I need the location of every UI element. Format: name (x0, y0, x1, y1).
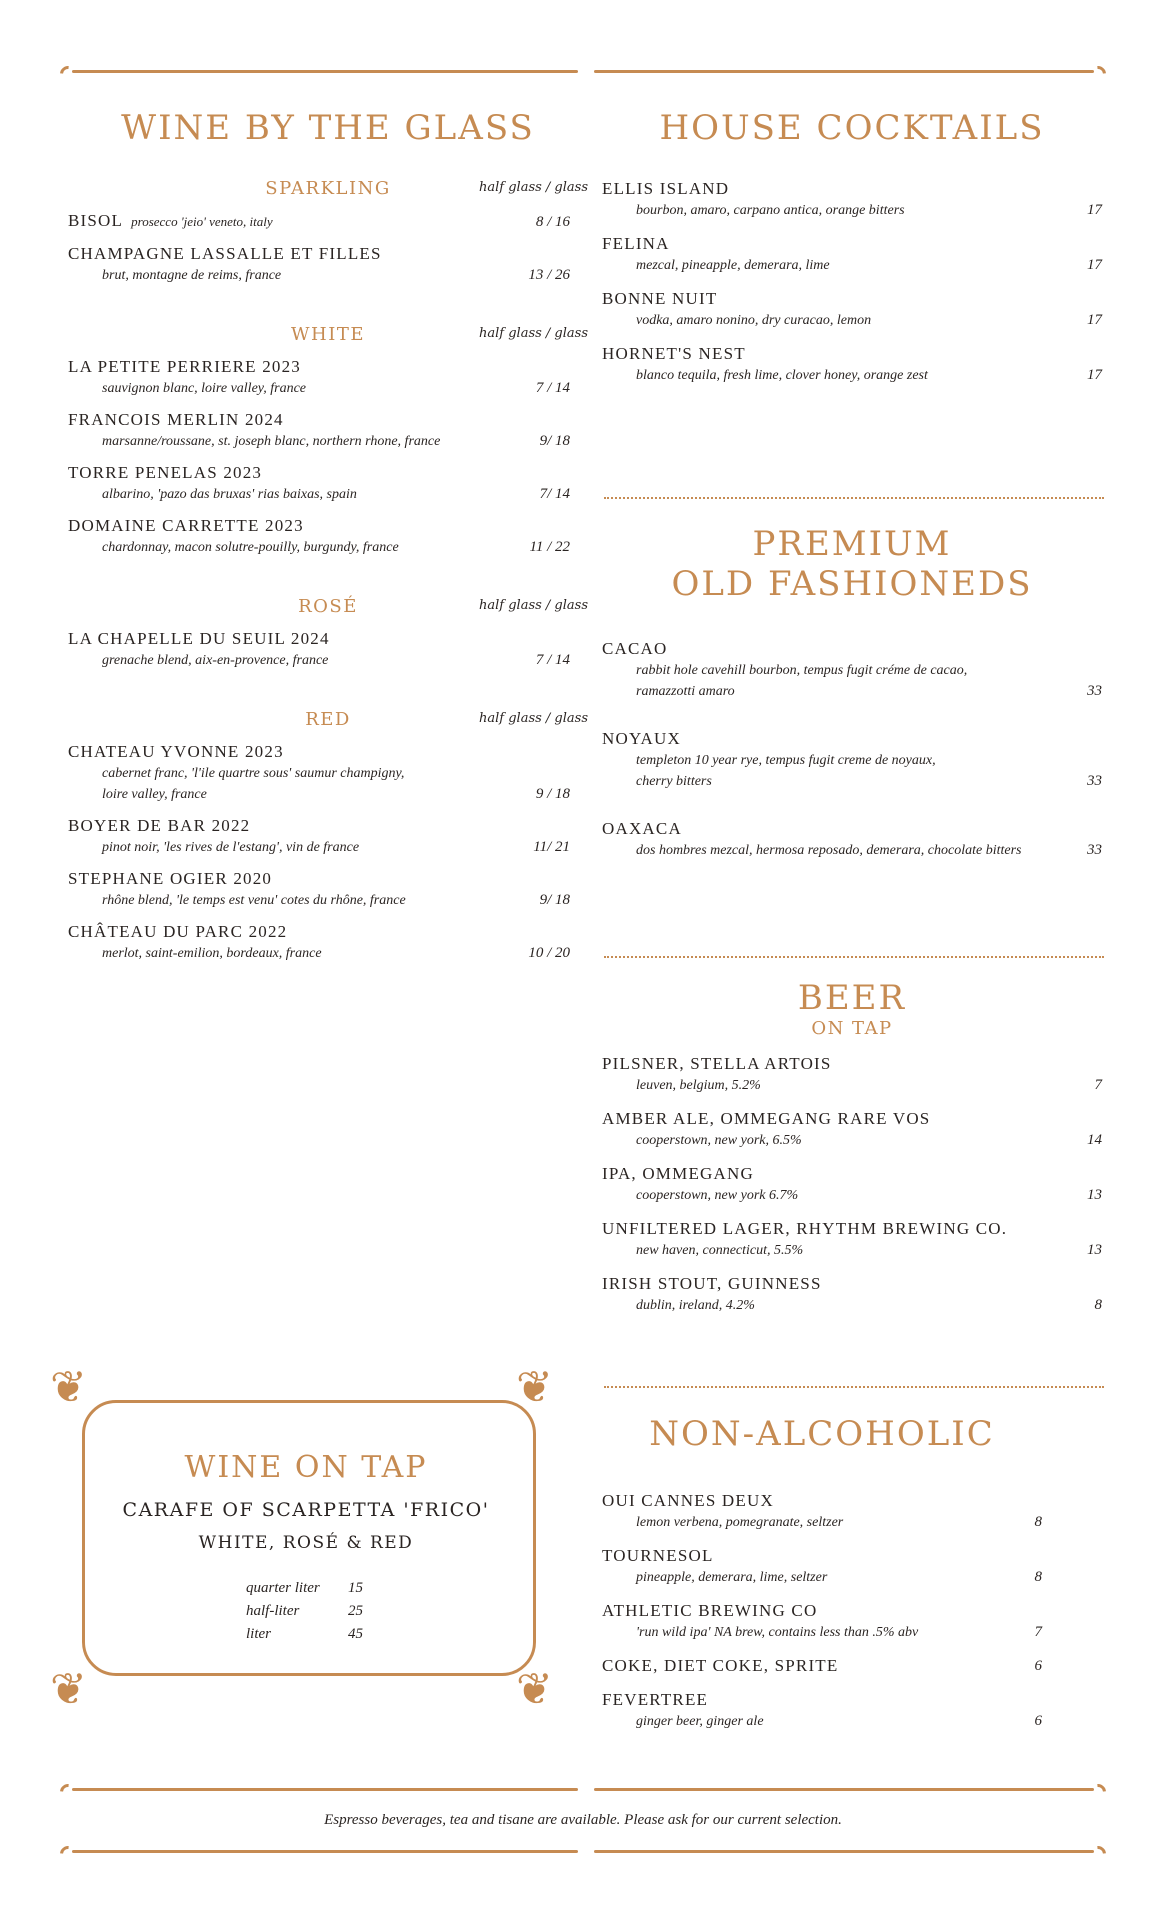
menu-item (602, 178, 1102, 221)
item-name-text: OAXACA (602, 819, 682, 838)
item-price: 9/ 18 (539, 433, 570, 449)
menu-item (68, 243, 570, 286)
item-name-text: CACAO (602, 639, 668, 658)
old-fashioneds-section (602, 524, 1102, 887)
menu-item (68, 515, 570, 558)
tap-size-label: quarter liter (246, 1580, 320, 1596)
item-list (68, 210, 588, 286)
item-name (68, 462, 570, 484)
item-name (602, 1490, 1042, 1512)
wine-by-glass-title: WINE BY THE GLASS (121, 108, 535, 148)
item-description: templeton 10 year rye, tempus fugit creme de noyaux, (636, 753, 936, 768)
item-price: 9 / 18 (535, 786, 570, 802)
item-name-text: TORRE PENELAS 2023 (68, 463, 263, 482)
menu-item (68, 815, 570, 858)
item-name (68, 409, 570, 431)
item-price: 11 / 22 (529, 539, 570, 555)
section-title: SPARKLING (265, 178, 391, 199)
item-name (602, 818, 1102, 840)
item-price: 13 (1087, 1187, 1102, 1203)
tap-size-price: 25 (348, 1603, 363, 1619)
item-name-text: OUI CANNES DEUX (602, 1491, 774, 1510)
item-description: 'run wild ipa' NA brew, contains less than .5% abv (636, 1625, 919, 1640)
item-list (68, 356, 588, 558)
item-name (602, 233, 1102, 255)
item-name (602, 1600, 1042, 1622)
footer-rule-top-right (594, 1788, 1094, 1791)
item-price: 33 (1087, 683, 1102, 699)
item-name-text: BISOL (68, 211, 124, 230)
item-description: chardonnay, macon solutre-pouilly, burgundy, france (102, 540, 399, 555)
section-title: ROSÉ (298, 596, 358, 617)
menu-item (602, 1273, 1102, 1316)
item-price: 7 / 14 (535, 380, 570, 396)
item-name-text: BOYER DE BAR 2022 (68, 816, 251, 835)
old-fashioneds-title-line2: OLD FASHIONEDS (671, 564, 1033, 604)
item-description: dos hombres mezcal, hermosa reposado, demerara, chocolate bitters (636, 843, 1022, 858)
menu-item (68, 462, 570, 505)
item-name (68, 921, 570, 943)
item-description: blanco tequila, fresh lime, clover honey, orange zest (636, 368, 928, 383)
menu-item (602, 1218, 1102, 1261)
item-price: 14 (1087, 1132, 1102, 1148)
item-price: 6 (1034, 1713, 1042, 1729)
item-description: grenache blend, aix-en-provence, france (102, 653, 329, 668)
menu-item (602, 818, 1102, 861)
item-description: albarino, 'pazo das bruxas' rias baixas, spain (102, 487, 357, 502)
item-name-text: ATHLETIC BREWING CO (602, 1601, 818, 1620)
item-description: brut, montagne de reims, france (102, 268, 282, 283)
old-fashioneds-title-line1: PREMIUM (752, 524, 952, 564)
item-name-text: NOYAUX (602, 729, 681, 748)
item-price: 8 (1034, 1569, 1042, 1585)
item-name (602, 343, 1102, 365)
item-name (602, 178, 1102, 200)
wine-by-glass-section (68, 108, 588, 998)
menu-item (602, 288, 1102, 331)
wine-section-white (68, 320, 588, 558)
item-name-text: CHAMPAGNE LASSALLE ET FILLES (68, 244, 382, 263)
divider-dotted (604, 956, 1104, 958)
item-price: 17 (1087, 367, 1102, 383)
footer-note: Espresso beverages, tea and tisane are available. Please ask for our current selection. (324, 1812, 842, 1828)
menu-item (602, 1545, 1042, 1588)
item-name-text: DOMAINE CARRETTE 2023 (68, 516, 304, 535)
menu-item (602, 1163, 1102, 1206)
beer-subtitle: ON TAP (811, 1018, 893, 1039)
item-price: 7 (1094, 1077, 1102, 1093)
item-name-text: LA CHAPELLE DU SEUIL 2024 (68, 629, 330, 648)
tap-size-price: 45 (348, 1626, 363, 1642)
item-description: rabbit hole cavehill bourbon, tempus fugit créme de cacao, (636, 663, 968, 678)
flourish-top-left-icon: ❦ (50, 1362, 87, 1413)
item-name (602, 728, 1102, 750)
item-name (602, 1655, 1042, 1677)
menu-item (68, 210, 570, 233)
footer-rule-top-left (72, 1788, 578, 1791)
menu-item (602, 1108, 1102, 1151)
flourish-bottom-left-icon: ❦ (50, 1664, 87, 1715)
tap-size-label: liter (246, 1626, 271, 1642)
item-name-text: FRANCOIS MERLIN 2024 (68, 410, 284, 429)
item-name-text: PILSNER, STELLA ARTOIS (602, 1054, 832, 1073)
tap-size-table (246, 1580, 406, 1649)
item-price: 8 (1034, 1514, 1042, 1530)
house-cocktails-section (602, 108, 1102, 398)
menu-item (602, 638, 1102, 702)
section-title: RED (305, 709, 351, 730)
item-price: 13 / 26 (528, 267, 570, 283)
flourish-bottom-right-icon: ❦ (516, 1664, 553, 1715)
item-price: 7/ 14 (539, 486, 570, 502)
item-description: pineapple, demerara, lime, seltzer (636, 1570, 828, 1585)
price-header: half glass / glass (478, 180, 588, 195)
item-name (602, 1163, 1102, 1185)
item-description: ginger beer, ginger ale (636, 1714, 764, 1729)
price-header: half glass / glass (478, 326, 588, 341)
wine-section-sparkling (68, 174, 588, 286)
item-price: 17 (1087, 312, 1102, 328)
item-description: prosecco 'jeio' veneto, italy (131, 214, 273, 229)
item-name (68, 868, 570, 890)
menu-item (68, 868, 570, 911)
tap-size-row (246, 1580, 406, 1603)
item-price: 7 / 14 (535, 652, 570, 668)
item-name (68, 741, 570, 763)
menu-item (68, 921, 570, 964)
item-list (68, 628, 588, 671)
item-name-text: CHATEAU YVONNE 2023 (68, 742, 284, 761)
item-name (602, 1218, 1102, 1240)
item-price: 6 (1034, 1658, 1042, 1674)
item-description: ramazzotti amaro (636, 684, 735, 699)
section-header (68, 320, 588, 350)
item-name-text: FELINA (602, 234, 670, 253)
wine-on-tap-title: WINE ON TAP (184, 1450, 428, 1485)
item-name-text: IPA, OMMEGANG (602, 1164, 754, 1183)
item-name-text: TOURNESOL (602, 1546, 714, 1565)
item-name (68, 243, 570, 265)
top-rule-left (72, 70, 578, 73)
tap-size-price: 15 (348, 1580, 363, 1596)
item-name (602, 1108, 1102, 1130)
item-description: rhône blend, 'le temps est venu' cotes du rhône, france (102, 893, 406, 908)
tap-size-row (246, 1603, 406, 1626)
item-price: 10 / 20 (528, 945, 570, 961)
item-name (68, 515, 570, 537)
item-description: merlot, saint-emilion, bordeaux, france (102, 946, 322, 961)
item-name (602, 1545, 1042, 1567)
top-rule-right (594, 70, 1094, 73)
section-title: WHITE (291, 324, 365, 345)
footer-rule-bottom-right (594, 1850, 1094, 1853)
item-name-text: CHÂTEAU DU PARC 2022 (68, 922, 288, 941)
item-name-text: COKE, DIET COKE, SPRITE (602, 1656, 839, 1675)
item-name-text: AMBER ALE, OMMEGANG RARE VOS (602, 1109, 931, 1128)
price-header: half glass / glass (478, 598, 588, 613)
section-header (68, 592, 588, 622)
menu-item (68, 741, 570, 805)
item-description: cabernet franc, 'l'ile quartre sous' saumur champigny, (102, 766, 405, 781)
item-name-text: IRISH STOUT, GUINNESS (602, 1274, 822, 1293)
item-name (602, 638, 1102, 660)
carafe-line: CARAFE OF SCARPETTA 'FRICO' (122, 1499, 490, 1521)
item-name-text: BONNE NUIT (602, 289, 718, 308)
item-description: dublin, ireland, 4.2% (636, 1298, 755, 1313)
item-price: 9/ 18 (539, 892, 570, 908)
non-alcoholic-section (602, 1414, 1042, 1744)
item-name-text: STEPHANE OGIER 2020 (68, 869, 273, 888)
item-name-text: UNFILTERED LAGER, RHYTHM BREWING CO. (602, 1219, 1008, 1238)
tap-size-row (246, 1626, 406, 1649)
menu-item (68, 628, 570, 671)
item-price: 13 (1087, 1242, 1102, 1258)
divider-dotted (604, 497, 1104, 499)
menu-item (602, 1600, 1042, 1643)
item-description: pinot noir, 'les rives de l'estang', vin de france (102, 840, 360, 855)
price-header: half glass / glass (478, 711, 588, 726)
tap-size-label: half-liter (246, 1603, 300, 1619)
item-description: cherry bitters (636, 774, 712, 789)
beer-title: BEER (797, 978, 907, 1018)
item-description: new haven, connecticut, 5.5% (636, 1243, 804, 1258)
item-name-text: ELLIS ISLAND (602, 179, 730, 198)
menu-item (602, 233, 1102, 276)
item-name (68, 210, 570, 233)
section-header (68, 174, 588, 204)
menu-item (602, 1053, 1102, 1096)
item-name (68, 815, 570, 837)
item-description: leuven, belgium, 5.2% (636, 1078, 761, 1093)
item-name (602, 1053, 1102, 1075)
non-alcoholic-title: NON-ALCOHOLIC (649, 1414, 995, 1454)
wine-section-ros (68, 592, 588, 671)
item-name (68, 628, 570, 650)
menu-item (602, 728, 1102, 792)
item-name (602, 1689, 1042, 1711)
item-description: sauvignon blanc, loire valley, france (102, 381, 306, 396)
item-name (68, 356, 570, 378)
item-price: 33 (1087, 842, 1102, 858)
item-description: mezcal, pineapple, demerara, lime (636, 258, 830, 273)
menu-item (68, 356, 570, 399)
item-name-text: LA PETITE PERRIERE 2023 (68, 357, 302, 376)
item-name (602, 288, 1102, 310)
item-name (602, 1273, 1102, 1295)
menu-item (602, 343, 1102, 386)
item-list (68, 741, 588, 964)
item-price: 11/ 21 (533, 839, 570, 855)
house-cocktails-title: HOUSE COCKTAILS (659, 108, 1045, 148)
item-price: 17 (1087, 202, 1102, 218)
flourish-top-right-icon: ❦ (516, 1362, 553, 1413)
item-price: 17 (1087, 257, 1102, 273)
item-description: lemon verbena, pomegranate, seltzer (636, 1515, 844, 1530)
varieties-line: WHITE, ROSÉ & RED (198, 1533, 414, 1553)
section-header (68, 705, 588, 735)
item-name-text: FEVERTREE (602, 1690, 709, 1709)
item-description: cooperstown, new york, 6.5% (636, 1133, 802, 1148)
menu-item (602, 1689, 1042, 1732)
divider-dotted (604, 1386, 1104, 1388)
item-price: 7 (1034, 1624, 1042, 1640)
beer-section (602, 978, 1102, 1328)
item-price: 8 / 16 (535, 214, 570, 230)
item-price: 8 (1094, 1297, 1102, 1313)
item-description: marsanne/roussane, st. joseph blanc, northern rhone, france (102, 434, 441, 449)
item-description: cooperstown, new york 6.7% (636, 1188, 799, 1203)
wine-section-red (68, 705, 588, 964)
item-description: loire valley, france (102, 787, 207, 802)
footer-rule-bottom-left (72, 1850, 578, 1853)
item-name-text: HORNET'S NEST (602, 344, 746, 363)
item-description: bourbon, amaro, carpano antica, orange bitters (636, 203, 905, 218)
item-description: vodka, amaro nonino, dry curacao, lemon (636, 313, 872, 328)
menu-item (602, 1655, 1042, 1677)
menu-item (68, 409, 570, 452)
item-price: 33 (1087, 773, 1102, 789)
menu-item (602, 1490, 1042, 1533)
